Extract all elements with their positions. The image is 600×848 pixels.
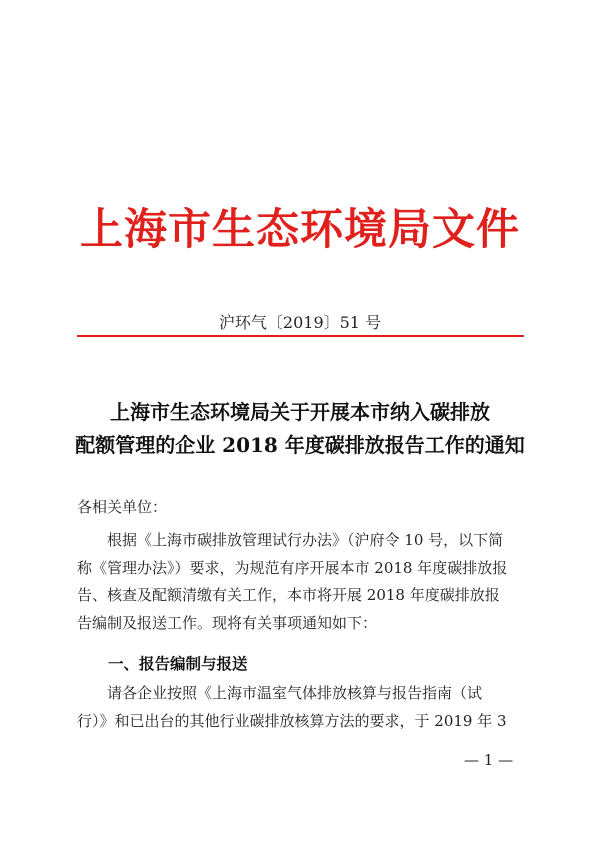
paragraph-2 bbox=[77, 680, 524, 735]
red-separator-line bbox=[77, 335, 524, 337]
paragraph-line: 行）》和已出台的其他行业碳排放核算方法的要求，于 2019 年 3 bbox=[77, 711, 507, 730]
paragraph-line: 告编制及报送工作。现将有关事项通知如下： bbox=[77, 613, 378, 632]
paragraph-line: 根据《上海市碳排放管理试行办法》（沪府令 10 号，以下简 bbox=[107, 531, 504, 549]
notice-title-line: 上海市生态环境局关于开展本市纳入碳排放 bbox=[110, 400, 490, 424]
paragraph-line: 请各企业按照《上海市温室气体排放核算与报告指南（试 bbox=[107, 684, 483, 702]
paragraph-line: 称《管理办法》）要求，为规范有序开展本市 2018 年度碳排放报 bbox=[77, 558, 508, 577]
paragraph-line: 告、核查及配额清缴有关工作，本市将开展 2018 年度碳排放报 bbox=[77, 586, 500, 604]
paragraph-1 bbox=[77, 527, 524, 637]
page-number: — 1 — bbox=[464, 751, 514, 769]
notice-title bbox=[0, 396, 600, 462]
section-heading: 一、报告编制与报送 bbox=[108, 654, 248, 673]
issuer-title: 上海市生态环境局文件 bbox=[80, 205, 520, 255]
document-number: 沪环气〔2019〕51 号 bbox=[218, 313, 382, 332]
salutation: 各相关单位： bbox=[77, 498, 168, 516]
notice-title-line: 配额管理的企业 2018 年度碳排放报告工作的通知 bbox=[75, 433, 525, 457]
